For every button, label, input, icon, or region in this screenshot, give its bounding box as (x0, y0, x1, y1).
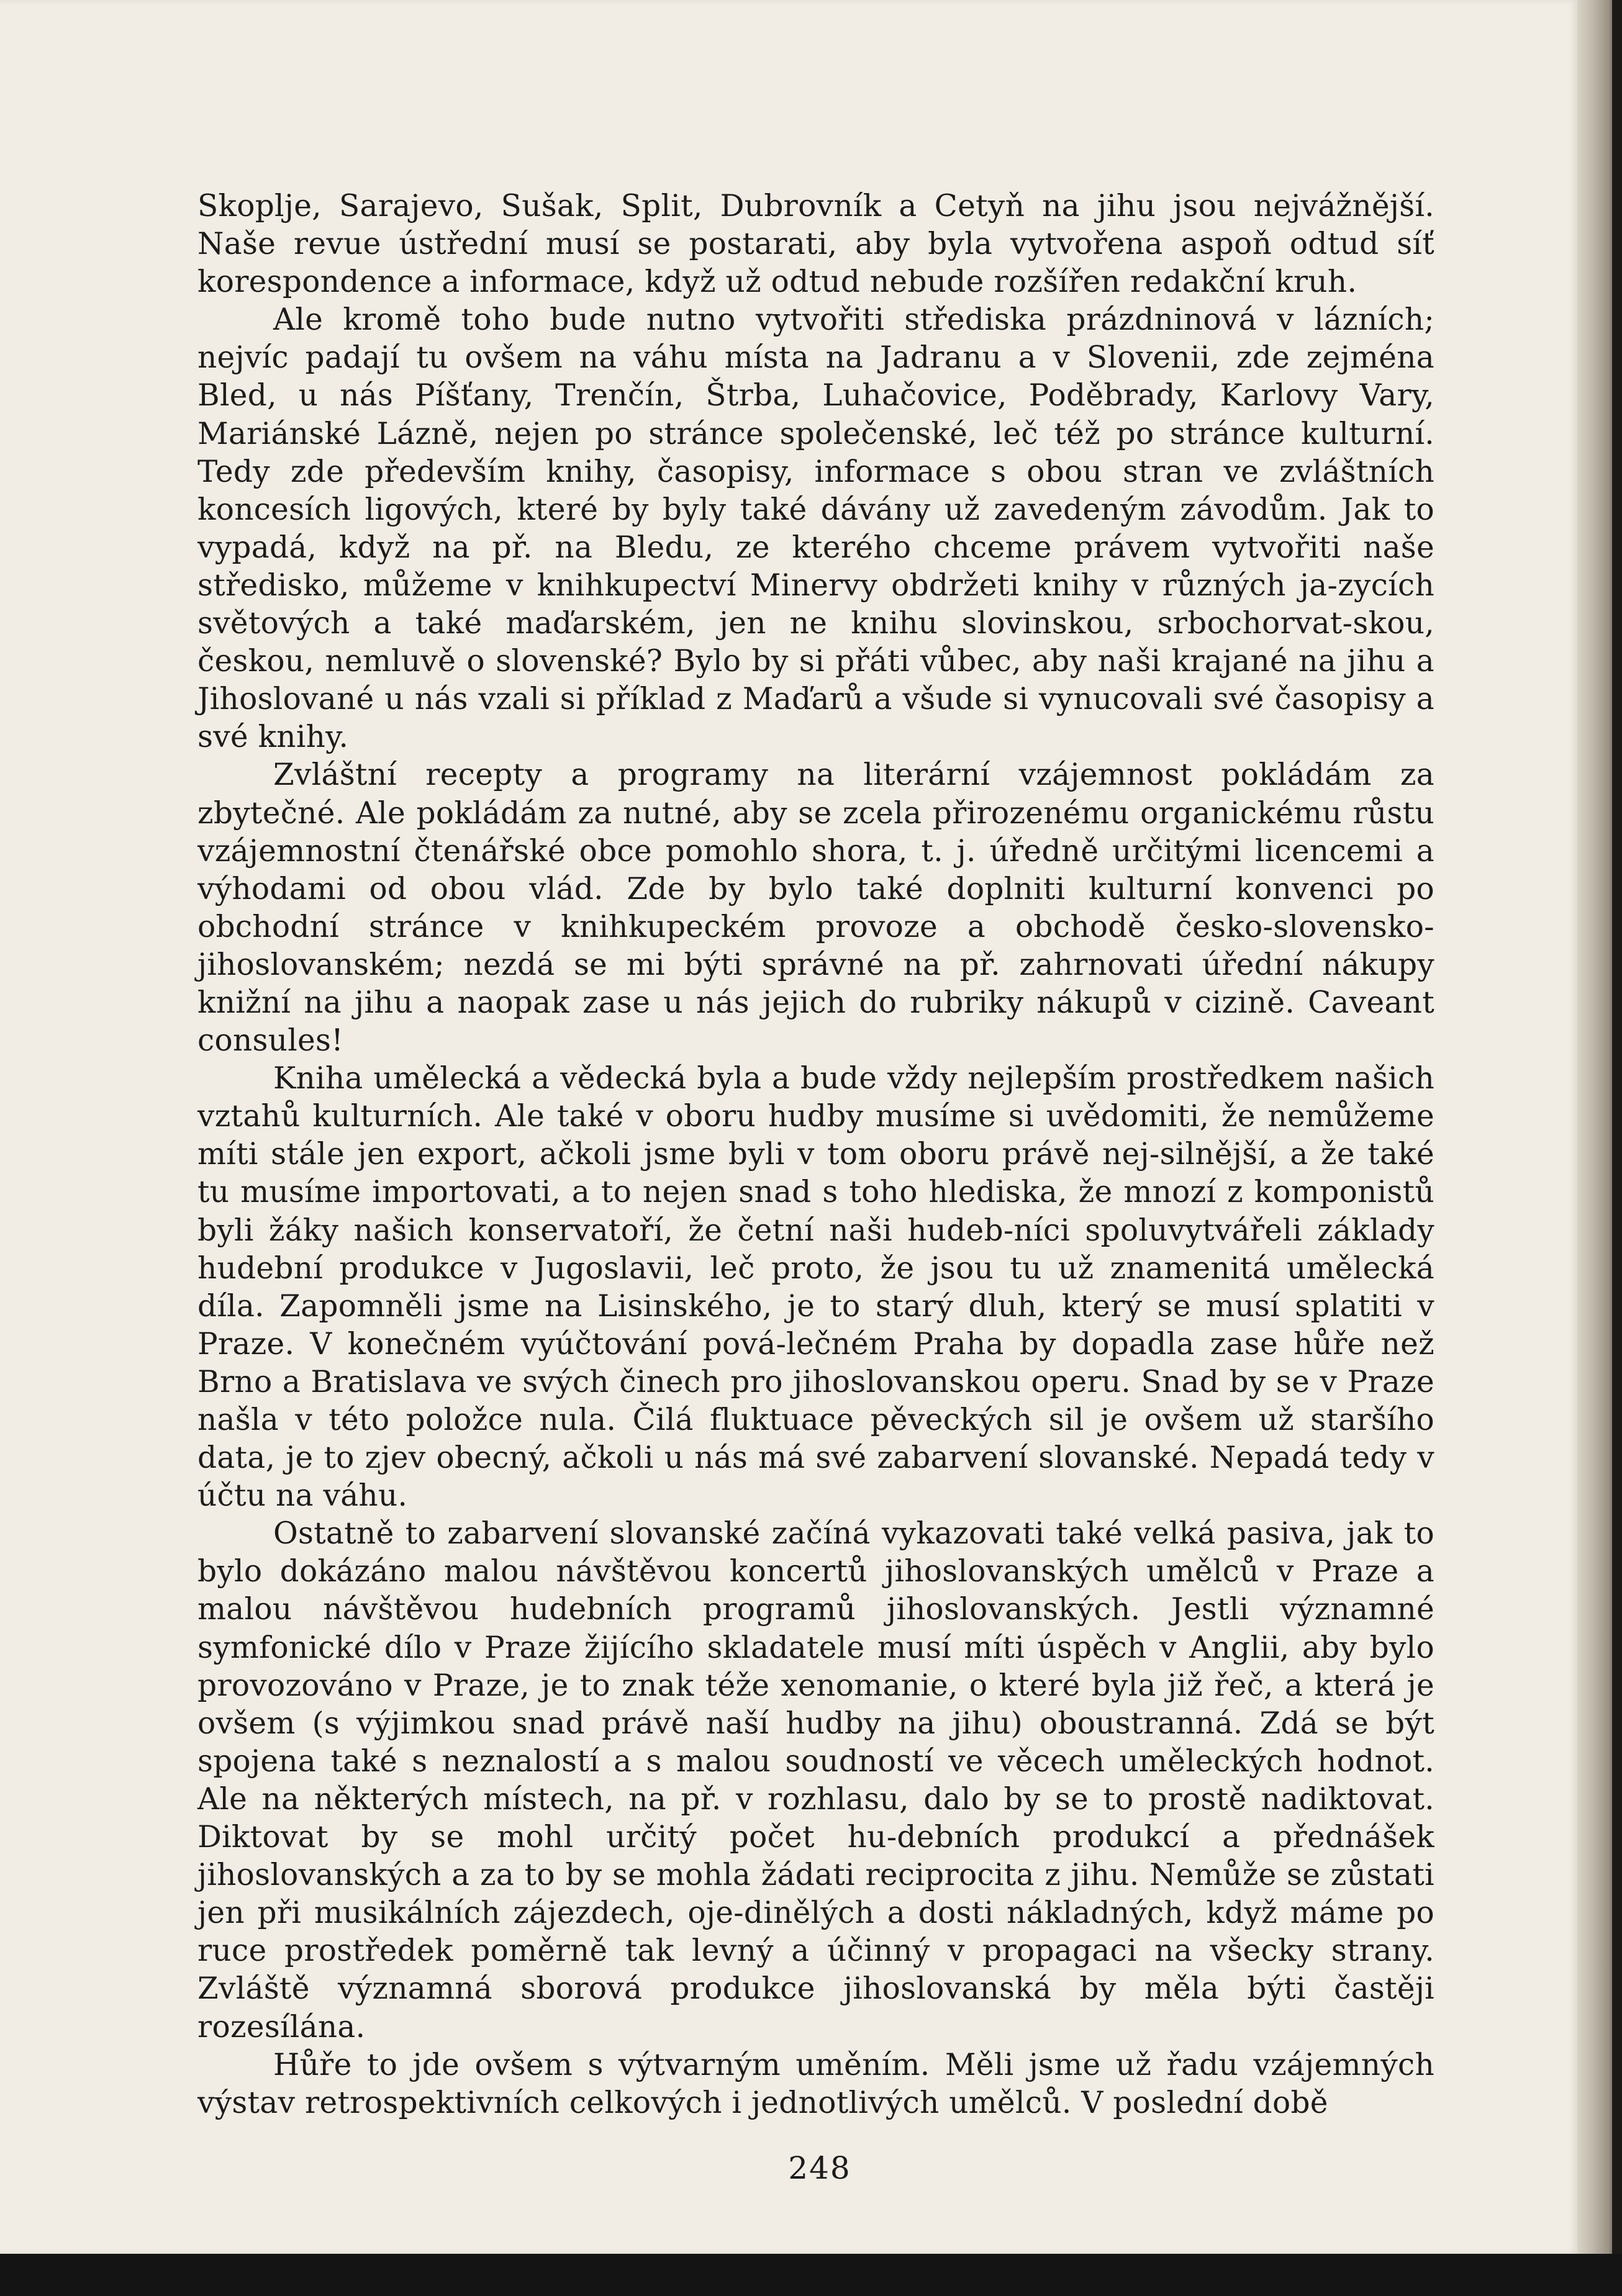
body-text (197, 188, 1434, 2122)
paragraph: Zvláštní recepty a programy na literární vzájemnost pokládám za zbytečné. Ale pokládám za nutné, aby se zcela přirozenému organickému růstu vzájemnostní čtenářské obce pomohlo shora, t. j. úředně určitými licencemi a výhodami od obou vlád. Zde by bylo také doplniti kulturní konvenci po obchodní stránce v knihkupeckém provoze a obchodě česko-slovensko-jihoslovanském; nezdá se mi býti správné na př. zahrnovati úřední nákupy knižní na jihu a naopak zase u nás jejich do rubriky nákupů v cizině. Caveant consules! (197, 757, 1434, 1059)
paragraph: Ostatně to zabarvení slovanské začíná vykazovati také velká pasiva, jak to bylo dokázáno malou návštěvou koncertů jihoslovanských umělců v Praze a malou návštěvou hudebních programů jihoslovanských. Jestli významné symfonické dílo v Praze žijícího skladatele musí míti úspěch v Anglii, aby bylo provozováno v Praze, je to znak téže xenomanie, o které byla již řeč, a která je ovšem (s výjimkou snad právě naší hudby na jihu) oboustranná. Zdá se být spojena také s neznalostí a s malou soudností ve věcech uměleckých hodnot. Ale na některých místech, na př. v rozhlasu, dalo by se to prostě nadiktovat. Diktovat by se mohl určitý počet hu-debních produkcí a přednášek jihoslovanských a za to by se mohla žádati reciprocita z jihu. Nemůže se zůstati jen při musikálních zájezdech, oje-dinělých a dosti nákladných, když máme po ruce prostředek poměrně tak levný a účinný v propagaci na všecky strany. Zvláště významná sborová produkce jihoslovanská by měla býti častěji rozesílána. (197, 1516, 1434, 2045)
paragraph: Hůře to jde ovšem s výtvarným uměním. Měli jsme už řadu vzájemných výstav retrospektivních celkových i jednotlivých umělců. V poslední době (197, 2047, 1434, 2120)
scan-border-bottom (0, 2254, 1622, 2296)
paragraph: Ale kromě toho bude nutno vytvořiti střediska prázdninová v lázních; nejvíc padají tu ovšem na váhu místa na Jadranu a v Slovenii, zde zejména Bled, u nás Píšťany, Trenčín, Štrba, Luhačovice, Poděbrady, Karlovy Vary, Mariánské Lázně, nejen po stránce společenské, leč též po stránce kulturní. Tedy zde především knihy, časopisy, informace s obou stran ve zvláštních koncesích ligových, které by byly také dávány už zavedeným závodům. Jak to vypadá, když na př. na Bledu, ze kterého chceme právem vytvořiti naše středisko, můžeme v knihkupectví Minervy obdržeti knihy v různých ja-zycích světových a také maďarském, jen ne knihu slovinskou, srbochorvat-skou, českou, nemluvě o slovenské? Bylo by si přáti vůbec, aby naši krajané na jihu a Jihoslované u nás vzali si příklad z Maďarů a všude si vynucovali své časopisy a své knihy. (197, 302, 1434, 755)
page-number: 248 (788, 2150, 851, 2186)
paragraph: Kniha umělecká a vědecká byla a bude vždy nejlepším prostředkem našich vztahů kulturních. Ale také v oboru hudby musíme si uvědomiti, že nemůžeme míti stále jen export, ačkoli jsme byli v tom oboru právě nej-silnější, a že také tu musíme importovati, a to nejen snad s toho hlediska, že mnozí z komponistů byli žáky našich konservatoří, že četní naši hudeb-níci spoluvytvářeli základy hudební produkce v Jugoslavii, leč proto, že jsou tu už znamenitá umělecká díla. Zapomněli jsme na Lisinského, je to starý dluh, který se musí splatiti v Praze. V konečném vyúčtování pová-lečném Praha by dopadla zase hůře než Brno a Bratislava ve svých činech pro jihoslovanskou operu. Snad by se v Praze našla v této položce nula. Čilá fluktuace pěveckých sil je ovšem už staršího data, je to zjev obecný, ačkoli u nás má své zabarvení slovanské. Nepadá tedy v účtu na váhu. (197, 1061, 1434, 1514)
scan-border-right (1612, 0, 1622, 2254)
paragraph: Skoplje, Sarajevo, Sušak, Split, Dubrovník a Cetyň na jihu jsou nejvážnější. Naše revue ústřední musí se postarati, aby byla vytvořena aspoň odtud síť korespondence a informace, když už odtud nebude rozšířen redakční kruh. (197, 189, 1434, 300)
